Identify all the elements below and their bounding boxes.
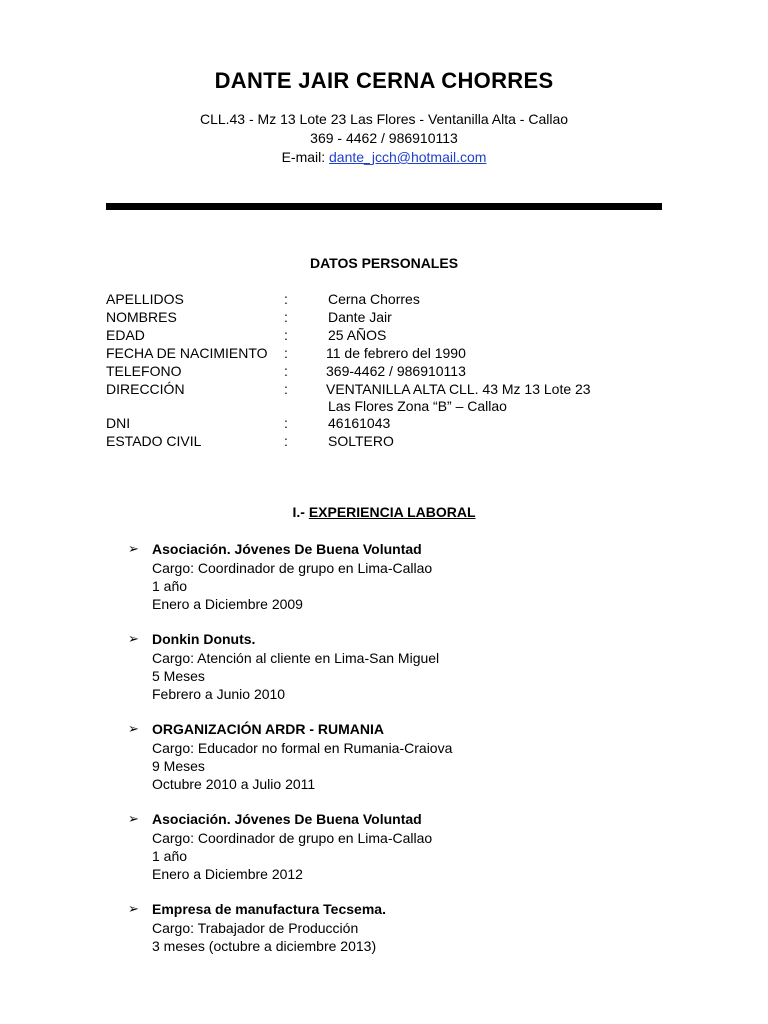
- section-heading: EXPERIENCIA LABORAL: [308, 504, 476, 520]
- horizontal-divider: [106, 203, 662, 210]
- email-link[interactable]: dante_jcch@hotmail.com: [329, 149, 487, 165]
- job-title: ORGANIZACIÓN ARDR - RUMANIA: [152, 721, 385, 737]
- arrow-bullet-icon: ➢: [128, 901, 139, 916]
- phone-line: 369 - 4462 / 986910113: [310, 130, 458, 146]
- arrow-bullet-icon: ➢: [128, 541, 139, 556]
- field-value: 46161043: [328, 415, 391, 431]
- candidate-name: DANTE JAIR CERNA CHORRES: [214, 68, 554, 93]
- field-label: DNI: [106, 415, 131, 431]
- job-title: Donkin Donuts.: [152, 631, 256, 647]
- job-period: Enero a Diciembre 2012: [152, 866, 303, 882]
- field-label: DIRECCIÓN: [106, 381, 185, 397]
- field-value: 369-4462 / 986910113: [326, 363, 466, 379]
- field-separator: :: [284, 309, 288, 325]
- field-separator: :: [284, 415, 288, 431]
- contact-block: [0, 110, 768, 167]
- field-label: NOMBRES: [106, 309, 177, 325]
- job-cargo: Cargo: Trabajador de Producción: [152, 920, 359, 936]
- job-title: Asociación. Jóvenes De Buena Voluntad: [152, 541, 422, 557]
- job-duration: 9 Meses: [152, 758, 205, 774]
- job-cargo: Cargo: Educador no formal en Rumania-Craiova: [152, 740, 453, 756]
- field-separator: :: [284, 327, 288, 343]
- job-cargo: Cargo: Coordinador de grupo en Lima-Callao: [152, 560, 433, 576]
- field-separator: :: [284, 381, 288, 397]
- section-title-datos: DATOS PERSONALES: [309, 255, 459, 271]
- field-separator: :: [284, 345, 288, 361]
- job-duration: 1 año: [152, 578, 188, 594]
- field-value: Las Flores Zona “B” – Callao: [328, 398, 507, 414]
- field-value: Cerna Chorres: [328, 291, 420, 307]
- job-title: Empresa de manufactura Tecsema.: [152, 901, 386, 917]
- field-label: APELLIDOS: [106, 291, 184, 307]
- email-label: E-mail:: [281, 149, 330, 165]
- field-value: 11 de febrero del 1990: [326, 345, 466, 361]
- section-prefix: I.-: [292, 504, 309, 520]
- section-title-experiencia: [0, 504, 768, 520]
- field-label: ESTADO CIVIL: [106, 433, 202, 449]
- job-cargo: Cargo: Coordinador de grupo en Lima-Callao: [152, 830, 433, 846]
- job-duration: 3 meses (octubre a diciembre 2013): [152, 938, 377, 954]
- job-title: Asociación. Jóvenes De Buena Voluntad: [152, 811, 422, 827]
- arrow-bullet-icon: ➢: [128, 811, 139, 826]
- field-value: Dante Jair: [328, 309, 392, 325]
- job-period: Febrero a Junio 2010: [152, 686, 286, 702]
- field-label: EDAD: [106, 327, 145, 343]
- job-duration: 1 año: [152, 848, 188, 864]
- field-value: 25 AÑOS: [328, 327, 387, 343]
- address-line: CLL.43 - Mz 13 Lote 23 Las Flores - Ventanilla Alta - Callao: [199, 111, 569, 127]
- job-duration: 5 Meses: [152, 668, 205, 684]
- field-label: FECHA DE NACIMIENTO: [106, 345, 268, 361]
- arrow-bullet-icon: ➢: [128, 631, 139, 646]
- field-value: VENTANILLA ALTA CLL. 43 Mz 13 Lote 23: [326, 381, 591, 397]
- field-separator: :: [284, 433, 288, 449]
- arrow-bullet-icon: ➢: [128, 721, 139, 736]
- field-label: TELEFONO: [106, 363, 182, 379]
- field-separator: :: [284, 291, 288, 307]
- job-cargo: Cargo: Atención al cliente en Lima-San Miguel: [152, 650, 440, 666]
- email-line: [0, 148, 768, 167]
- field-value: SOLTERO: [328, 433, 394, 449]
- job-period: Enero a Diciembre 2009: [152, 596, 303, 612]
- field-separator: :: [284, 363, 288, 379]
- job-period: Octubre 2010 a Julio 2011: [152, 776, 316, 792]
